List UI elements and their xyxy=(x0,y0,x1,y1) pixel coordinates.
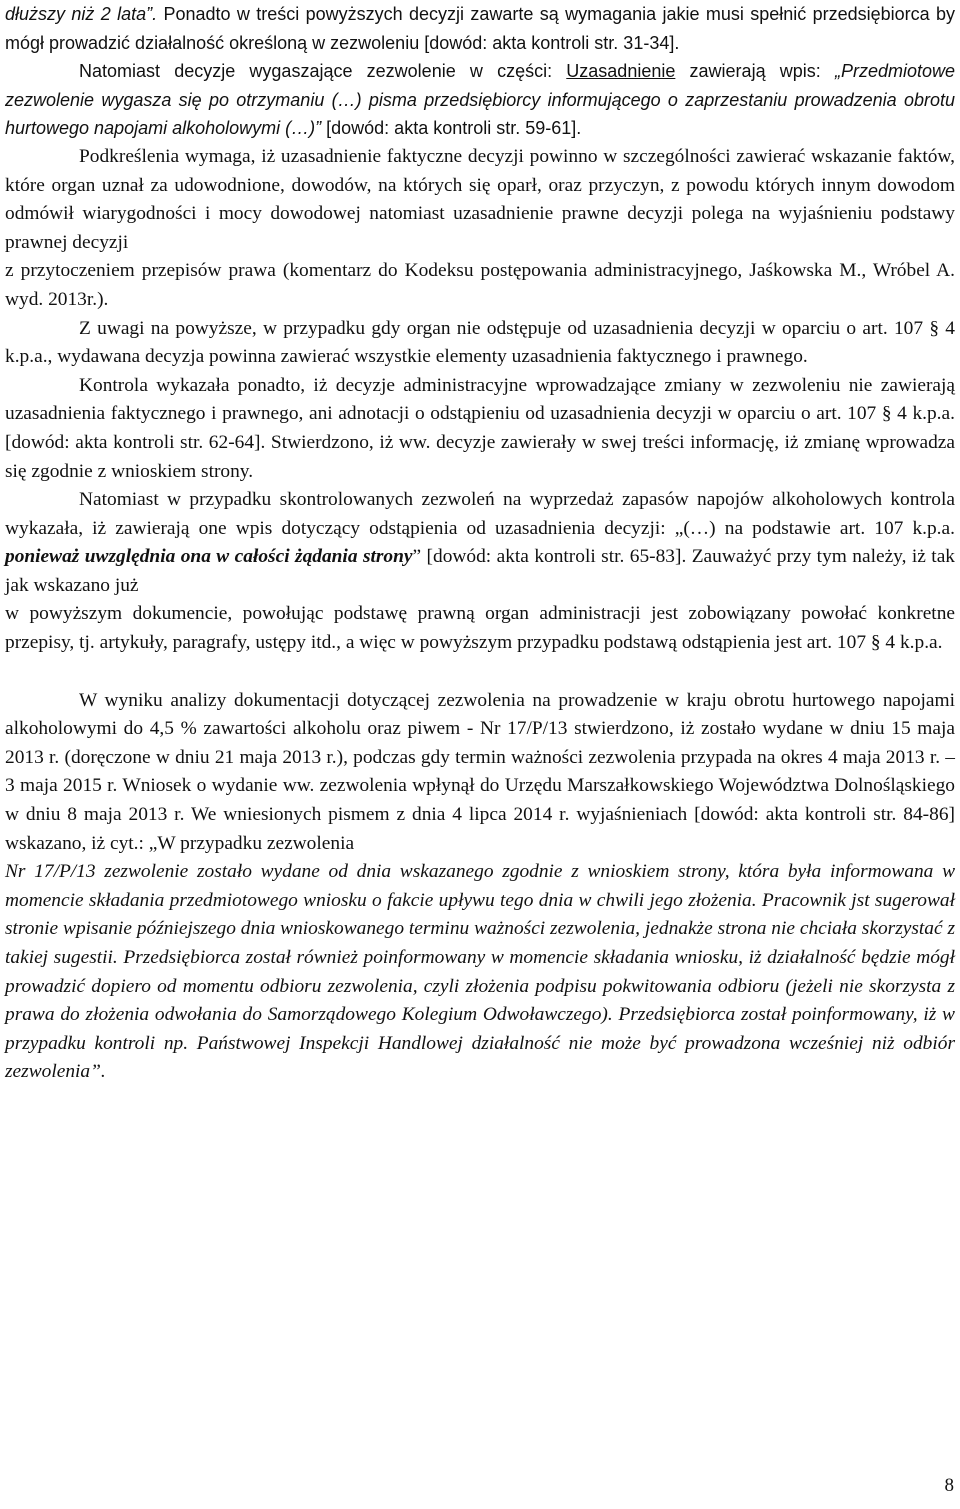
page-number: 8 xyxy=(944,1475,954,1496)
paragraph-continuation xyxy=(5,0,955,57)
paragraph-text: z przytoczeniem przepisów prawa (komentarz do Kodeksu postępowania administracyjnego, Jaśkowska M., Wróbel A. wyd. 2013r.). xyxy=(5,260,955,310)
paragraph-text: Natomiast decyzje wygaszające zezwolenie w części: xyxy=(79,61,567,82)
paragraph-text: ” [dowód: akta kontroli str. 65-83]. Zauważyć przy tym należy, iż tak jak wskazano już xyxy=(5,546,955,596)
paragraph-permit-17-p-13 xyxy=(5,687,955,1087)
paragraph-amending-decisions: Kontrola wykazała ponadto, iż decyzje administracyjne wprowadzające zmiany w zezwoleniu nie zawierają uzasadnienia faktycznego i prawnego, ani adnotacji o odstąpieniu od uzasadnienia decyzji w oparciu o art. 107 § 4 k.p.a. [dowód: akta kontroli str. 62-64]. Stwierdzono, iż ww. decyzje zawierały w swej treści informację, iż zmianę wprowadza się zgodnie z wnioskiem strony. xyxy=(5,374,955,482)
paragraph-text: Podkreślenia wymaga, iż uzasadnienie faktyczne decyzji powinno w szczególności zawierać wskazanie faktów, które organ uznał za udowodnione, dowodów, na których się oparł, oraz przyczyn, z powodu których innym dowodom odmówił wiarygodności i mocy dowodowej natomiast uzasadnienie prawne decyzji polega na wyjaśnieniu podstawy prawnej decyzji xyxy=(5,145,955,253)
evidence-reference: [dowód: akta kontroli str. 59-61]. xyxy=(321,118,582,139)
document-page xyxy=(5,0,955,1087)
paragraph-stock-sale-permits xyxy=(5,486,955,658)
paragraph-text: Natomiast w przypadku skontrolowanych zezwoleń na wyprzedaż zapasów napojów alkoholowych kontrola wykazała, iż zawierają one wpis dotyczący odstąpienia od uzasadnienia decyzji: „(…) na podstawie art. 107 k.p.a. xyxy=(5,489,955,539)
paragraph-justification-requirements xyxy=(5,143,955,315)
paragraph-revocation-decisions xyxy=(5,57,955,143)
quoted-justification: ponieważ uwzględnia ona w całości żądania strony xyxy=(5,546,413,568)
paragraph-text: Ponadto w treści powyższych decyzji zawarte są wymagania jakie musi spełnić przedsiębiorca by mógł prowadzić działalność określoną w zezwoleniu [dowód: akta kontroli str. 31-34]. xyxy=(5,4,955,53)
underlined-term: Uzasadnienie xyxy=(566,61,676,82)
paragraph-art-107: Z uwagi na powyższe, w przypadku gdy organ nie odstępuje od uzasadnienia decyzji w oparciu o art. 107 § 4 k.p.a., wydawana decyzja powinna zawierać wszystkie elementy uzasadnienia faktycznego i prawnego. xyxy=(5,317,955,368)
paragraph-text: zawierają wpis: xyxy=(675,61,835,82)
quote-fragment: dłuższy niż 2 lata”. xyxy=(5,4,164,24)
paragraph-text: W wyniku analizy dokumentacji dotyczącej zezwolenia na prowadzenie w kraju obrotu hurtowego napojami alkoholowymi do 4,5 % zawartości alkoholu oraz piwem - Nr 17/P/13 stwierdzono, iż zostało wydane w dniu 15 maja 2013 r. (doręczone w dniu 21 maja 2013 r.), podczas gdy termin ważności zezwolenia przypada na okres 4 maja 2013 r. – 3 maja 2015 r. Wniosek o wydanie ww. zezwolenia wpłynął do Urzędu Marszałkowskiego Województwa Dolnośląskiego w dniu 8 maja 2013 r. We wniesionych pismem z dnia 4 lipca 2014 r. wyjaśnieniach [dowód: akta kontroli str. 84-86] wskazano, iż cyt.: „W przypadku zezwolenia xyxy=(5,689,955,854)
quoted-explanation: Nr 17/P/13 zezwolenie zostało wydane od dnia wskazanego zgodnie z wnioskiem strony, która była informowana w momencie składania przedmiotowego wniosku o fakcie upływu tego dnia w chwili jego złożenia. Pracownik jst sugerował stronie wpisanie późniejszego dnia wnioskowanego terminu ważności zezwolenia, jednakże strona nie chciała skorzystać z takiej sugestii. Przedsiębiorca został również poinformowany w momencie składania wniosku, iż działalność będzie mógł prowadzić dopiero od momentu odbioru zezwolenia, czyli złożenia podpisu pokwitowania odbioru (jeżeli nie skorzysta z prawa do złożenia odwołania do Samorządowego Kolegium Odwoławczego). Przedsiębiorca został poinformowany, iż w przypadku kontroli np. Państwowej Inspekcji Handlowej działalność nie może być prowadzona wcześniej niż odbiór zezwolenia”. xyxy=(5,861,955,1083)
paragraph-text: w powyższym dokumencie, powołując podstawę prawną organ administracji jest zobowiązany powołać konkretne przepisy, tj. artykuły, paragrafy, ustępy itd., a więc w powyższym przypadku podstawą odstąpienia jest art. 107 § 4 k.p.a. xyxy=(5,603,955,654)
quoted-entry: „Przedmiotowe zezwolenie wygasza się po otrzymaniu (…) pisma przedsiębiorcy informującego o zaprzestaniu prowadzenia obrotu hurtowego napojami alkoholowymi (…)” xyxy=(5,61,956,139)
paragraph-gap xyxy=(5,658,955,687)
